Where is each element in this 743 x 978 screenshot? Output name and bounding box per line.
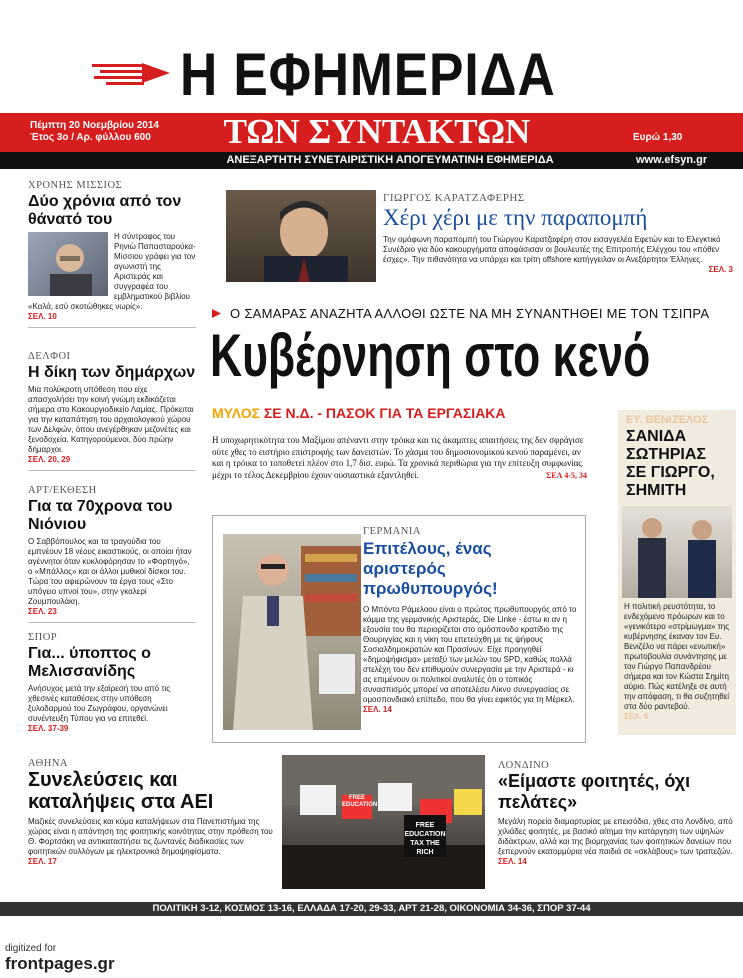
page-ref: ΣΕΛ. 20, 29 bbox=[28, 455, 71, 464]
left-story-1 bbox=[28, 180, 196, 328]
sub-red: ΣΕ Ν.Δ. - ΠΑΣΟΚ ΓΙΑ ΤΑ ΕΡΓΑΣΙΑΚΑ bbox=[263, 405, 506, 421]
crowd-icon bbox=[282, 755, 485, 889]
top-teaser bbox=[383, 192, 733, 274]
page-ref: ΣΕΛ. 3 bbox=[708, 265, 733, 274]
rocket-logo-icon bbox=[92, 55, 172, 91]
body-text: Μαζικές συνελεύσεις και κύμα καταλήψεων στα Πανεπιστήμια της χώρας είναι η απάντηση της φοιτητικής κοινότητας στην πρόθεση του Θ. Φορτσάκη να αντικαταστήσει τις ζωντανές διαδικασίες των φοιτητικών συλλόγων με ηλεκτρονικά δημοψηφίσματα. bbox=[28, 817, 273, 856]
page-ref: ΣΕΛ. 17 bbox=[28, 857, 57, 866]
headline: Για... ύποπτος ο Μελισσανίδης bbox=[28, 645, 151, 680]
protest-placard-small bbox=[342, 795, 378, 819]
headline: Δύο χρόνια από τον θάνατό του bbox=[28, 193, 182, 228]
lead-text: Η υποχωρητικότητα του Μαξίμου απέναντι στην τρόικα και τις άκαμπτες απαιτήσεις της δεν σφράγισε ούτε χθες το ειστήριο επιστροφής των δανειστών. Το χάσμα του δημοσιονομικού κενού παραμένει, αν και η τρόικα το τοποθετεί πλέον στο 1,7 δισ. ευρώ. Τα χρονικά περιθώρια για την επίτευξη συμφωνίας μέχρι το τέλος Δεκεμβρίου έχουν ουσιαστικά εξαντληθεί. bbox=[212, 435, 584, 480]
kicker: ΓΕΡΜΑΝΙΑ bbox=[363, 526, 421, 537]
kicker: ΓΙΩΡΓΟΣ ΚΑΡΑΤΖΑΦΕΡΗΣ bbox=[383, 192, 525, 204]
page-ref: ΣΕΛ. 37-39 bbox=[28, 724, 69, 733]
venizelos-box bbox=[618, 410, 736, 735]
person-icon bbox=[223, 534, 361, 730]
body-text: Μεγάλη πορεία διαμαρτυρίας με επεισόδια, χθες στο Λονδίνο, από χιλιάδες φοιτητές, με βασικό αίτημα την κατάργηση των υψηλών διδάκτρων, αλλά και της βιομηχανίας των φοιτητικών δανείων που ξεπερνούν εκατομμύρια νέα παιδιά σε «σκλάβους» των τραπεζών. bbox=[498, 817, 733, 856]
body-text: Ανήσυχος μετά την εξαίρεσή του από τις χθεσινές καταθέσεις στην υπόθεση ξυλοδαρμού του Ζωγράφου, οργανώνει συνέντευξη Τύπου για να επιτεθεί. bbox=[28, 684, 171, 723]
issue-date bbox=[30, 120, 159, 144]
masthead-subtitle: ΤΩΝ ΣΥΝΤΑΚΤΩΝ bbox=[223, 112, 531, 151]
page-ref: ΣΕΛ. 23 bbox=[28, 607, 57, 616]
main-lead bbox=[212, 435, 587, 481]
london-protest-photo bbox=[282, 755, 485, 889]
karatzaferis-photo bbox=[226, 190, 376, 282]
body-text: Η σύντροφος του Ρηνιώ Παπασταρούκα-Μίσσιου γράφει για τον αγωνιστή της Αριστεράς και συγγραφέα του εμβληματικού βιβλίου «Καλά, εσύ σκοτώθηκες νωρίς». bbox=[28, 232, 196, 311]
body-text: Μια πολύκροτη υπόθεση που είχε απασχολήσει την κοινή γνώμη εκδικάζεται σήμερα στο Κακουργιοδικείο Λαμίας. Πρόκειται για την καταπάτηση του αρχαιολογικού χώρου των Δελφών, όπου ανεγέρθηκαν μεζονέτες και ξενοδοχεία. Κατηγορούμενοι, δύο πρώην δήμαρχοι. bbox=[28, 385, 194, 454]
body-text: Ο Σαββόπουλος και τα τραγούδια του εμπνέουν 18 νέους εικαστικούς, οι οποίοι ήταν αγέννητοι όταν κυκλοφόρησαν το «Φορτηγό», ο «Μπάλλος» και οι άλλοι μυθικοί δίσκοι του. Τώρα του αφιερώνουν τα έργα τους «Στο υπόγειο υπνοί του», στην γκαλερί Ζουμπουλάκη. bbox=[28, 537, 192, 606]
headline: «Είμαστε φοιτητές, όχι πελάτες» bbox=[498, 771, 691, 812]
footer-sections: ΠΟΛΙΤΙΚΗ 3-12, ΚΟΣΜΟΣ 13-16, ΕΛΛΑΔΑ 17-20, 29-33, ΑΡΤ 21-28, ΟΙΚΟΝΟΜΙΑ 34-36, ΣΠΟΡ 37-44 bbox=[152, 903, 591, 914]
credit-line2: frontpages.gr bbox=[5, 954, 115, 973]
ramelow-photo bbox=[223, 534, 361, 730]
bottom-left-story bbox=[28, 758, 276, 866]
placard-text: FREE EDUCATION bbox=[342, 795, 378, 808]
website: www.efsyn.gr bbox=[636, 154, 708, 166]
divider bbox=[28, 470, 196, 471]
page-ref: ΣΕΛ. 14 bbox=[363, 705, 392, 714]
main-headline: Κυβέρνηση στο κενό bbox=[210, 322, 651, 389]
headline: Η δίκη των δημάρχων bbox=[28, 364, 196, 381]
kicker: ΑΡΤ/ΕΚΘΕΣΗ bbox=[28, 485, 97, 496]
kicker: ΕΥ. ΒΕΝΙΖΕΛΟΣ bbox=[626, 414, 709, 426]
credit-line1: digitized for bbox=[5, 943, 57, 954]
headline: Χέρι χέρι με την παραπομπή bbox=[383, 205, 648, 230]
kicker: ΑΘΗΝΑ bbox=[28, 758, 68, 769]
germany-box bbox=[212, 515, 586, 743]
sub-accent: ΜΥΛΟΣ bbox=[212, 405, 260, 421]
main-subheadline bbox=[212, 405, 506, 421]
price: Ευρώ 1,30 bbox=[633, 132, 683, 143]
divider bbox=[28, 327, 196, 328]
arrow-icon bbox=[212, 309, 221, 318]
protest-placard bbox=[404, 815, 446, 857]
kicker: ΣΠΟΡ bbox=[28, 632, 58, 643]
placard-text: TAX THE RICH bbox=[410, 840, 440, 856]
body-text: Η πολιτική ρευστότητα, το ενδεχόμενο πρόωρων και το «γενικότερο «στρίμωγμα» της κυβέρνησης έκαναν τον Ευ. Βενιζέλο να πάρει «ενωτική» πρωτοβουλία συνάντησης με τον Γιώργο Παπανδρέου σήμερα και τον Κώστα Σημίτη αύριο. Πώς κατέληξε σε αυτή την απόφαση, τι θα συζητηθεί στα δύο ραντεβού. bbox=[624, 602, 730, 711]
body-text: Την ομόφωνη παραπομπή του Γιώργου Καρατζαφέρη στον εισαγγελέα Εφετών και το Ελεγκτικό Συνέδριο για δύο κακουργήματα αποφάσισαν οι βουλευτές της Επιτροπής Ελέγχου του «πόθεν έσχες». Την πιθανότητα να υπάρχει και τρίτη offshore κατήγγειλαν οι Ανεξάρτητοι Έλληνες. bbox=[383, 235, 721, 264]
bottom-right-story bbox=[498, 760, 736, 866]
page-ref: ΣΕΛ. 6 bbox=[624, 712, 649, 721]
person-icon bbox=[28, 232, 108, 296]
page-ref: ΣΕΛ. 14 bbox=[498, 857, 527, 866]
body-text: Ο Μπόντο Ράμελοου είναι ο πρώτος πρωθυπουργός από το κόμμα της γερμανικής Αριστεράς, Die Linke - έστω κι αν η εξουσία του θα περιορίζεται στο ομόσπονδο κρατίδιο της Θουριγγίας και η νίκη του επετεύχθη με τις ψήφους Σοσιαλδημοκρατών και Πρασίνων. Είχε προηγηθεί «δημοψήφισμα» μεταξύ των μελών του SPD, καθώς πολλά στελέχη του δεν επιθυμούν συνεργασία με την Αριστερά - κι ας επιμένουν οι πολιτικοί αναλυτές ότι ο τοπικός συνασπισμός μπορεί να αποτελέσει Λίκνο συνεργασίας σε ομοσπονδιακό επίπεδο, που θα γίνει εφικτός για τη Μέρκελ. bbox=[363, 605, 577, 704]
headline: Επιτέλους, ένας αριστερός πρωθυπουργός! bbox=[363, 539, 498, 598]
left-story-4 bbox=[28, 632, 196, 733]
venizelos-photo bbox=[622, 506, 732, 598]
date-text: Πέμπτη 20 Νοεμβρίου 2014 bbox=[30, 120, 159, 131]
portrait-photo bbox=[28, 232, 108, 296]
kicker: ΛΟΝΔΙΝΟ bbox=[498, 760, 550, 771]
headline: ΣΑΝΙΔΑ ΣΩΤΗΡΙΑΣ ΣΕ ΓΙΩΡΓΟ, ΣΗΜΙΤΗ bbox=[626, 428, 715, 499]
issue-number: Έτος 3ο / Αρ. φύλλου 600 bbox=[30, 132, 151, 143]
left-story-3 bbox=[28, 485, 196, 623]
main-supra: Ο ΣΑΜΑΡΑΣ ΑΝΑΖΗΤΑ ΑΛΛΟΘΙ ΩΣΤΕ ΝΑ ΜΗ ΣΥΝΑΝΤΗΘΕΙ ΜΕ ΤΟΝ ΤΣΙΠΡΑ bbox=[230, 306, 710, 321]
kicker: ΔΕΛΦΟΙ bbox=[28, 351, 71, 362]
persons-icon bbox=[622, 506, 732, 598]
divider bbox=[28, 622, 196, 623]
person-icon bbox=[226, 190, 376, 282]
kicker: ΧΡΟΝΗΣ ΜΙΣΣΙΟΣ bbox=[28, 180, 123, 191]
headline: Για τα 70χρονα του Νιόνιου bbox=[28, 498, 173, 533]
page-ref: ΣΕΛ 4-5, 34 bbox=[546, 470, 587, 480]
masthead-title: Η ΕΦΗΜΕΡΙΔΑ bbox=[180, 41, 556, 108]
left-story-2 bbox=[28, 351, 196, 471]
headline: Συνελεύσεις και καταλήψεις στα ΑΕΙ bbox=[28, 769, 214, 813]
placard-text: FREE EDUCATION bbox=[404, 822, 446, 838]
tagline: ΑΝΕΞΑΡΤΗΤΗ ΣΥΝΕΤΑΙΡΙΣΤΙΚΗ ΑΠΟΓΕΥΜΑΤΙΝΗ ΕΦΗΜΕΡΙΔΑ bbox=[226, 154, 554, 166]
page-ref: ΣΕΛ. 10 bbox=[28, 312, 57, 321]
